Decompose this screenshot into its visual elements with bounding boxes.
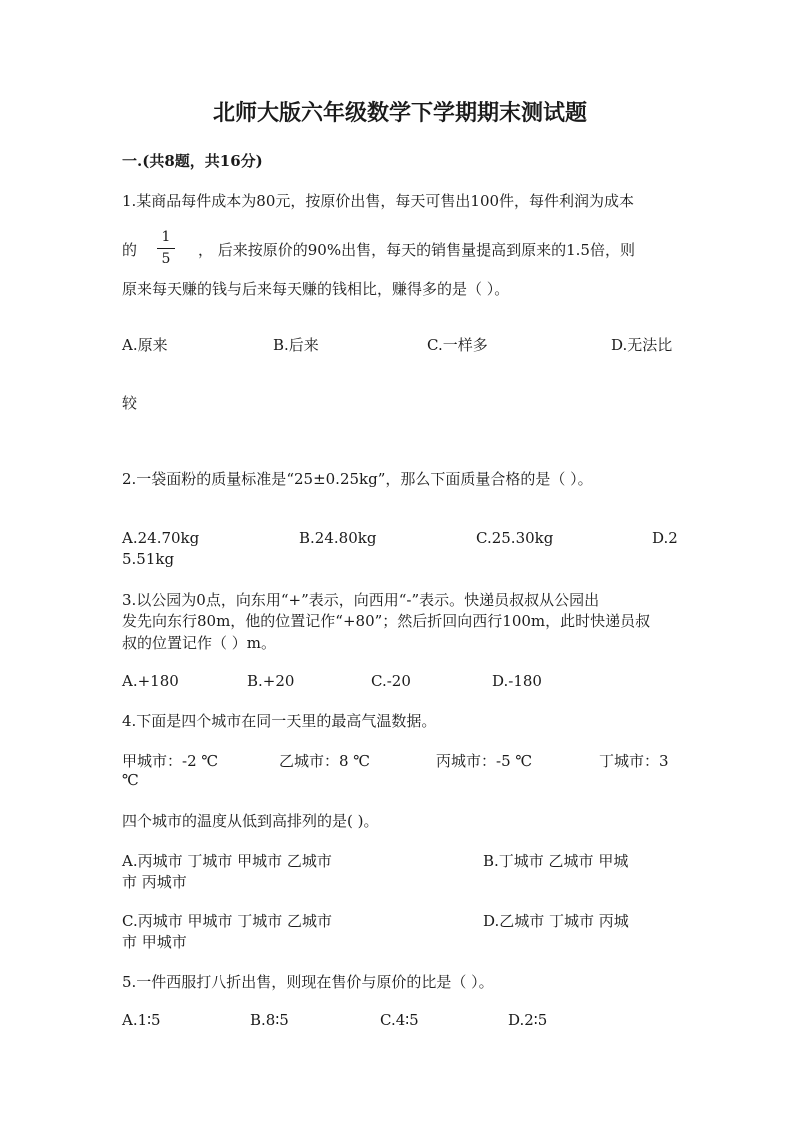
- q3-option-a[interactable]: A.+180: [122, 672, 179, 690]
- q2-option-c[interactable]: C.25.30kg: [476, 529, 554, 547]
- q5-option-b[interactable]: B.8∶5: [250, 1011, 289, 1029]
- fraction-bar: [157, 248, 175, 249]
- q1-option-d-wrap: 较: [122, 394, 138, 412]
- q3-option-b[interactable]: B.+20: [247, 672, 295, 690]
- q4-temp-jia: 甲城市：-2 ℃: [122, 752, 219, 770]
- q3-option-c[interactable]: C.-20: [371, 672, 411, 690]
- q4-option-cd-wrap: 市 甲城市: [122, 933, 187, 951]
- q1-fraction: [157, 229, 175, 268]
- q4-temp-yi: 乙城市：8 ℃: [279, 752, 371, 770]
- q4-line-1: 4.下面是四个城市在同一天里的最高气温数据。: [122, 712, 437, 730]
- q2-option-b[interactable]: B.24.80kg: [299, 529, 377, 547]
- q4-option-d[interactable]: D.乙城市 丁城市 丙城: [483, 912, 629, 930]
- q1-line-2-prefix: 的: [122, 241, 138, 259]
- q1-line-3: 原来每天赚的钱与后来每天赚的钱相比，赚得多的是（ ）。: [122, 280, 510, 298]
- q5-line-1: 5.一件西服打八折出售，则现在售价与原价的比是（ ）。: [122, 973, 494, 991]
- q1-option-b[interactable]: B.后来: [273, 336, 319, 354]
- q3-line-3: 叔的位置记作（ ）m。: [122, 634, 276, 652]
- q2-option-d-wrap: 5.51kg: [122, 550, 175, 568]
- q5-option-a[interactable]: A.1∶5: [122, 1011, 161, 1029]
- q4-temp-ding: 丁城市：3: [599, 752, 669, 770]
- q1-line-2: ， 后来按原价的90%出售，每天的销售量提高到原来的1.5倍，则: [198, 241, 635, 259]
- q4-option-b[interactable]: B.丁城市 乙城市 甲城: [483, 852, 629, 870]
- q4-option-a[interactable]: A.丙城市 丁城市 甲城市 乙城市: [122, 852, 332, 870]
- q4-option-c[interactable]: C.丙城市 甲城市 丁城市 乙城市: [122, 912, 333, 930]
- q3-option-d[interactable]: D.-180: [492, 672, 542, 690]
- q3-line-2: 发先向东行80m，他的位置记作“+80”；然后折回向西行100m，此时快递员叔: [122, 612, 651, 630]
- q2-option-d[interactable]: D.2: [652, 529, 678, 547]
- q2-option-a[interactable]: A.24.70kg: [122, 529, 200, 547]
- q1-option-c[interactable]: C.一样多: [427, 336, 488, 354]
- q4-temp-wrap: ℃: [122, 771, 139, 789]
- fraction-denominator: 5: [161, 251, 171, 267]
- section-heading: 一.(共8题，共16分): [122, 152, 263, 170]
- q4-option-ab-wrap: 市 丙城市: [122, 873, 187, 891]
- q1-option-a[interactable]: A.原来: [122, 336, 168, 354]
- q2-line-1: 2.一袋面粉的质量标准是“25±0.25kg”，那么下面质量合格的是（ ）。: [122, 470, 593, 488]
- q3-line-1: 3.以公园为0点，向东用“+”表示，向西用“-”表示。快递员叔叔从公园出: [122, 591, 600, 609]
- page-title: 北师大版六年级数学下学期期末测试题: [212, 100, 587, 126]
- q4-line-3: 四个城市的温度从低到高排列的是( )。: [122, 812, 379, 830]
- q5-option-c[interactable]: C.4∶5: [380, 1011, 419, 1029]
- q1-option-d[interactable]: D.无法比: [611, 336, 673, 354]
- fraction-numerator: 1: [161, 229, 171, 245]
- q5-option-d[interactable]: D.2∶5: [508, 1011, 548, 1029]
- q4-temp-bing: 丙城市：-5 ℃: [436, 752, 533, 770]
- q1-line-1: 1.某商品每件成本为80元，按原价出售，每天可售出100件，每件利润为成本: [122, 192, 635, 210]
